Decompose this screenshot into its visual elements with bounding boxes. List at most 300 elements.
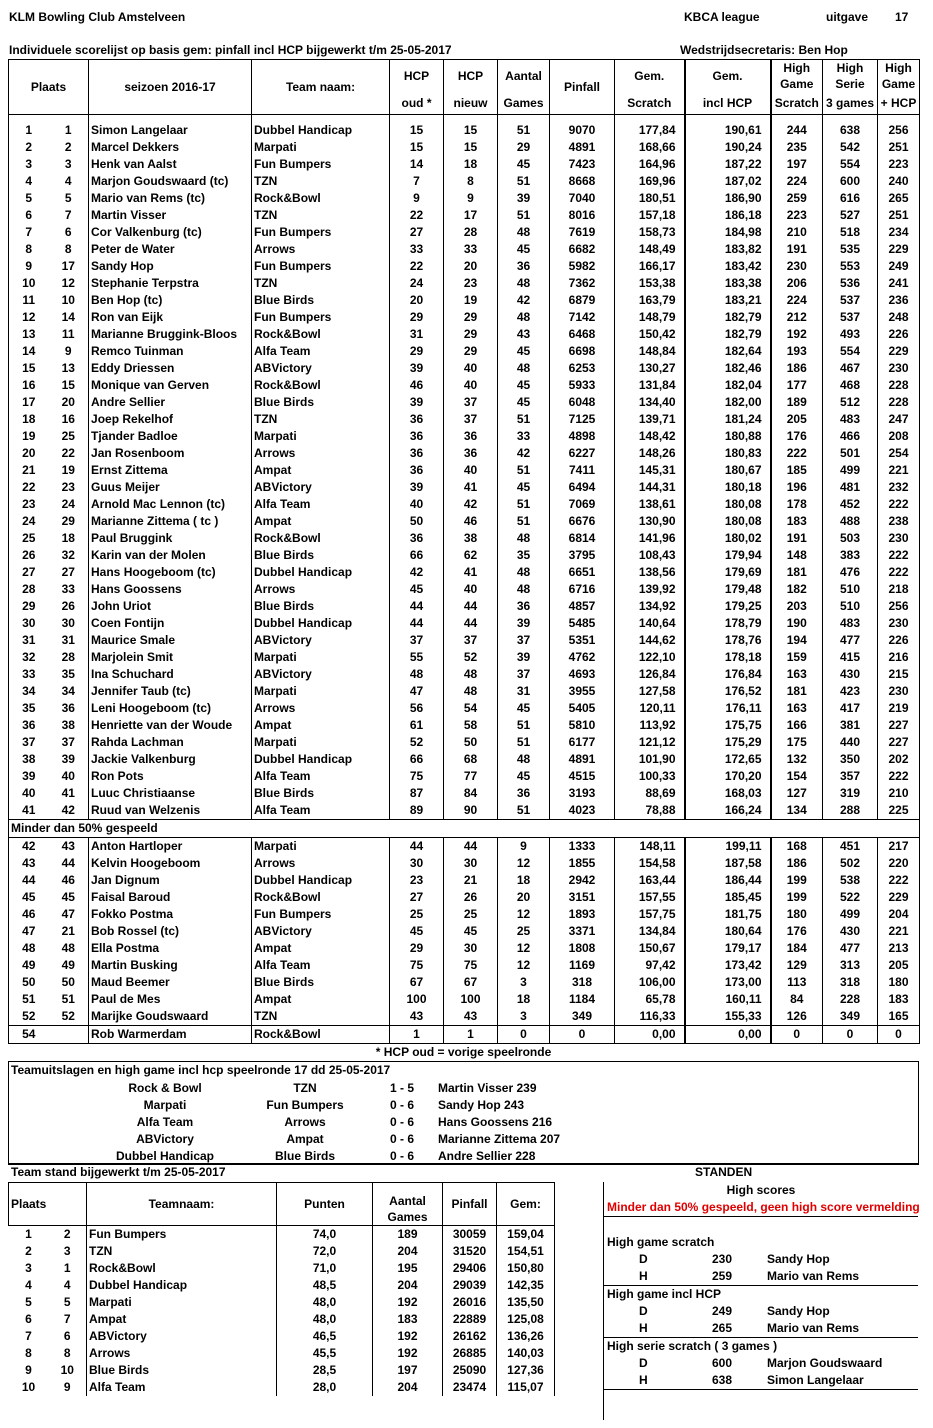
high-game-hcp: 248 [878,309,920,326]
high-score-block-title: High game incl HCP [607,1287,722,1301]
team-average: 150,80 [497,1260,555,1277]
team-name: Rock&Bowl [252,377,390,394]
team-name: TZN [252,411,390,428]
high-game-scratch: 163 [771,666,823,683]
player-name: Hans Hoogeboom (tc) [89,564,252,581]
player-row [9,496,920,513]
games: 3 [498,974,550,991]
avg-scratch: 169,96 [615,173,685,190]
avg-hcp: 183,38 [685,275,771,292]
avg-hcp: 187,58 [685,855,771,872]
player-name: Leni Hoogeboom (tc) [89,700,252,717]
avg-hcp: 180,64 [685,923,771,940]
high-serie: 518 [823,224,878,241]
team-rank: 6 [25,1312,32,1326]
pinfall: 4515 [550,768,615,785]
games: 43 [498,326,550,343]
player-name: Rahda Lachman [89,734,252,751]
hcp-new: 29 [444,326,498,343]
player-row [9,734,920,751]
player-row [9,326,920,343]
home-team: Dubbel Handicap [115,1149,214,1163]
home-team: Marpati [143,1098,187,1112]
player-name: Ron van Eijk [89,309,252,326]
hcp-new: 29 [444,343,498,360]
games: 25 [498,923,550,940]
high-game-hcp: 213 [878,940,920,957]
high-game-hcp: 228 [878,394,920,411]
pinfall: 3371 [550,923,615,940]
away-team: TZN [293,1081,317,1095]
score-player: Sandy Hop [767,1304,830,1318]
score-code: D [639,1356,648,1370]
games: 51 [498,122,550,139]
pinfall: 5485 [550,615,615,632]
player-row [9,564,920,581]
team-average: 115,07 [497,1379,555,1396]
avg-hcp: 179,25 [685,598,771,615]
hcp-old: 46 [390,377,444,394]
team-name: Alfa Team [252,496,390,513]
hcp-old: 23 [390,872,444,889]
pinfall: 1808 [550,940,615,957]
high-game-hcp: 232 [878,479,920,496]
hcp-new: 67 [444,974,498,991]
hcp-old: 89 [390,802,444,820]
player-row [9,139,920,156]
team-points: 71,0 [277,1260,373,1277]
player-name: Martin Visser [89,207,252,224]
pinfall: 6716 [550,581,615,598]
player-row [9,156,920,173]
player-name: Jan Rosenboom [89,445,252,462]
team-row [9,1294,604,1311]
high-game-hcp: 230 [878,530,920,547]
match-score: 0 - 6 [389,1132,414,1146]
team-points: 48,0 [277,1294,373,1311]
hcp-old: 36 [390,428,444,445]
hcp-old: 56 [390,700,444,717]
hcp-new: 62 [444,547,498,564]
high-game-scratch: 176 [771,428,823,445]
high-game-hcp: 226 [878,326,920,343]
high-score-block [604,1234,918,1286]
player-row [9,513,920,530]
avg-hcp: 181,24 [685,411,771,428]
hcp-new: 44 [444,838,498,856]
team-name: Blue Birds [252,974,390,991]
high-game-hcp: 230 [878,683,920,700]
player-name: Andre Sellier [89,394,252,411]
high-game-scratch: 199 [771,889,823,906]
avg-scratch: 0,00 [615,1026,685,1044]
team-name: ABVictory [252,479,390,496]
avg-scratch: 148,79 [615,309,685,326]
team-name: ABVictory [252,666,390,683]
team-games: 204 [373,1243,443,1260]
prev-rank: 13 [61,361,75,375]
player-name: Marianne Zittema ( tc ) [89,513,252,530]
pinfall: 5933 [550,377,615,394]
hcp-note: * HCP oud = vorige speelronde [375,1045,552,1059]
hcp-old: 37 [390,632,444,649]
team-name: Rock&Bowl [252,190,390,207]
player-name: Mario van Rems (tc) [89,190,252,207]
player-name: Ruud van Welzenis [89,802,252,820]
team-pinfall: 30059 [443,1226,497,1244]
pinfall: 4891 [550,751,615,768]
high-score-block [604,1338,918,1390]
prev-rank: 41 [61,786,75,800]
games: 48 [498,751,550,768]
avg-scratch: 168,66 [615,139,685,156]
pinfall: 6651 [550,564,615,581]
player-row [9,906,920,923]
high-game-scratch: 148 [771,547,823,564]
high-game-hcp: 216 [878,649,920,666]
high-serie: 477 [823,632,878,649]
games: 45 [498,241,550,258]
rank: 15 [9,360,49,377]
high-game-hcp: 229 [878,241,920,258]
team-name: Ampat [87,1311,277,1328]
player-row [9,411,920,428]
team-name: Arrows [252,855,390,872]
hcp-new: 30 [444,855,498,872]
hcp-new: 40 [444,377,498,394]
avg-hcp: 176,52 [685,683,771,700]
avg-hcp: 176,84 [685,666,771,683]
avg-hcp: 180,02 [685,530,771,547]
high-game-scratch: 175 [771,734,823,751]
player-name: Peter de Water [89,241,252,258]
high-game-hcp: 202 [878,751,920,768]
team-name: Ampat [252,940,390,957]
hcp-new: 45 [444,923,498,940]
high-game-scratch: 183 [771,513,823,530]
prev-rank: 47 [61,907,75,921]
avg-hcp: 178,18 [685,649,771,666]
high-serie: 288 [823,802,878,820]
rank: 39 [9,768,49,785]
score-code: H [639,1269,648,1283]
prev-rank: 4 [64,174,72,188]
high-game-scratch: 129 [771,957,823,974]
high-game-hcp: 222 [878,496,920,513]
avg-scratch: 122,10 [615,649,685,666]
team-name: ABVictory [252,923,390,940]
hcp-old: 9 [390,190,444,207]
team-name: TZN [87,1243,277,1260]
high-serie: 350 [823,751,878,768]
player-row [9,275,920,292]
pinfall: 2942 [550,872,615,889]
high-serie: 319 [823,785,878,802]
rank: 7 [9,224,49,241]
hcp-old: 39 [390,394,444,411]
player-name: Joep Rekelhof [89,411,252,428]
high-game-scratch: 196 [771,479,823,496]
player-name: Monique van Gerven [89,377,252,394]
prev-rank: 28 [61,650,75,664]
high-game-scratch: 182 [771,581,823,598]
high-serie: 553 [823,258,878,275]
high-serie: 483 [823,615,878,632]
player-row [9,785,920,802]
avg-hcp: 179,94 [685,547,771,564]
avg-hcp: 172,65 [685,751,771,768]
team-name: Ampat [252,991,390,1008]
avg-scratch: 101,90 [615,751,685,768]
prev-rank: 6 [64,225,72,239]
player-name: Bob Rossel (tc) [89,923,252,940]
player-row [9,717,920,734]
league-label: KBCA league [684,10,760,24]
pinfall: 6676 [550,513,615,530]
player-row [9,649,920,666]
pinfall: 5982 [550,258,615,275]
avg-scratch: 148,26 [615,445,685,462]
team-average: 159,04 [497,1226,555,1244]
high-game-scratch: 235 [771,139,823,156]
high-game-scratch: 212 [771,309,823,326]
avg-scratch: 138,56 [615,564,685,581]
rank: 42 [9,838,49,856]
high-serie: 452 [823,496,878,513]
player-score-table [8,59,920,1044]
high-game-hcp: 208 [878,428,920,445]
high-serie: 468 [823,377,878,394]
team-name: Marpati [252,428,390,445]
team-points: 45,5 [277,1345,373,1362]
high-game-hcp: 220 [878,855,920,872]
games: 48 [498,564,550,581]
avg-hcp: 186,44 [685,872,771,889]
hcp-new: 28 [444,224,498,241]
team-col-games: Aantal Games [373,1183,443,1226]
rank: 32 [9,649,49,666]
high-serie: 537 [823,292,878,309]
team-average: 136,26 [497,1328,555,1345]
col-hcp-new-2: nieuw [444,92,498,115]
avg-hcp: 178,79 [685,615,771,632]
rank: 44 [9,872,49,889]
score-code: D [639,1304,648,1318]
hcp-new: 36 [444,445,498,462]
high-game-hcp: 251 [878,139,920,156]
high-scores-title: High scores [726,1183,796,1197]
high-game-hcp: 227 [878,734,920,751]
avg-scratch: 153,38 [615,275,685,292]
high-game-scratch: 163 [771,700,823,717]
player-name: Marjolein Smit [89,649,252,666]
avg-scratch: 65,78 [615,991,685,1008]
high-game-hcp: 226 [878,632,920,649]
avg-scratch: 157,75 [615,906,685,923]
score-value: 259 [712,1269,733,1283]
player-name: Faisal Baroud [89,889,252,906]
player-name: Rob Warmerdam [89,1026,252,1044]
high-score-block-title: High game scratch [607,1235,715,1249]
team-prev-rank: 2 [63,1227,71,1241]
team-name: Blue Birds [252,547,390,564]
col-avg-hcp-2: incl HCP [685,92,771,115]
prev-rank: 11 [61,327,75,341]
high-game-player: Sandy Hop 243 [438,1098,525,1112]
rank: 24 [9,513,49,530]
high-game-hcp: 229 [878,343,920,360]
prev-rank: 37 [61,735,75,749]
player-row [9,1026,920,1044]
pinfall: 3193 [550,785,615,802]
hcp-old: 36 [390,411,444,428]
pinfall: 4023 [550,802,615,820]
score-code: D [639,1252,648,1266]
prev-rank: 19 [61,463,75,477]
prev-rank: 48 [61,941,75,955]
col-avg-scratch: Gem. [615,60,685,93]
prev-rank: 7 [64,208,72,222]
team-prev-rank: 6 [63,1329,71,1343]
prev-rank: 44 [61,856,75,870]
pinfall: 7040 [550,190,615,207]
hcp-new: 68 [444,751,498,768]
high-scores-warning: Minder dan 50% gespeeld, geen high score vermelding [604,1199,918,1217]
high-game-scratch: 159 [771,649,823,666]
rank: 41 [9,802,49,820]
hcp-new: 26 [444,889,498,906]
rank: 25 [9,530,49,547]
team-name: Dubbel Handicap [252,564,390,581]
avg-scratch: 139,71 [615,411,685,428]
hcp-new: 29 [444,309,498,326]
avg-hcp: 183,82 [685,241,771,258]
games: 36 [498,598,550,615]
high-serie: 502 [823,855,878,872]
high-score-row [604,1372,918,1389]
high-serie: 451 [823,838,878,856]
team-name: Blue Birds [87,1362,277,1379]
team-games: 195 [373,1260,443,1277]
rank: 26 [9,547,49,564]
team-rank: 7 [25,1329,32,1343]
high-serie: 537 [823,309,878,326]
match-score: 0 - 6 [389,1115,414,1129]
player-name: John Uriot [89,598,252,615]
hcp-new: 40 [444,581,498,598]
pinfall: 6682 [550,241,615,258]
high-game-hcp: 234 [878,224,920,241]
edition-number: 17 [895,10,909,24]
rank: 33 [9,666,49,683]
pinfall: 4857 [550,598,615,615]
games: 35 [498,547,550,564]
team-col-punten: Punten [277,1183,373,1226]
score-value: 265 [712,1321,733,1335]
high-game-scratch: 192 [771,326,823,343]
rank: 49 [9,957,49,974]
score-player: Sandy Hop [767,1252,830,1266]
pinfall: 318 [550,974,615,991]
pinfall: 1169 [550,957,615,974]
team-prev-rank: 7 [63,1312,71,1326]
games: 31 [498,683,550,700]
high-game-hcp: 240 [878,173,920,190]
prev-rank: 1 [64,123,72,137]
high-game-scratch: 185 [771,462,823,479]
team-name: Rock&Bowl [87,1260,277,1277]
high-game-player: Marianne Zittema 207 [438,1132,561,1146]
hcp-new: 90 [444,802,498,820]
player-row [9,377,920,394]
team-col-name: Teamnaam: [87,1183,277,1226]
pinfall: 5810 [550,717,615,734]
player-name: Paul de Mes [89,991,252,1008]
team-name: Dubbel Handicap [252,872,390,889]
pinfall: 6494 [550,479,615,496]
rank: 10 [9,275,49,292]
avg-hcp: 182,64 [685,343,771,360]
rank: 48 [9,940,49,957]
player-row [9,855,920,872]
team-name: TZN [252,275,390,292]
team-name: Fun Bumpers [252,156,390,173]
team-average: 154,51 [497,1243,555,1260]
col-hcp-old: HCP [390,60,444,93]
prev-rank: 17 [61,259,75,273]
hcp-old: 61 [390,717,444,734]
team-standings-table [8,1182,604,1396]
high-serie: 499 [823,906,878,923]
away-team: Arrows [284,1115,326,1129]
team-name: Rock&Bowl [252,530,390,547]
rank: 23 [9,496,49,513]
hcp-new: 19 [444,292,498,309]
high-serie: 501 [823,445,878,462]
player-name: Jennifer Taub (tc) [89,683,252,700]
games: 51 [498,173,550,190]
high-game-scratch: 244 [771,122,823,139]
hcp-old: 7 [390,173,444,190]
prev-rank: 32 [61,548,75,562]
prev-rank: 25 [61,429,75,443]
avg-scratch: 134,40 [615,394,685,411]
player-name: Ernst Zittema [89,462,252,479]
rank: 37 [9,734,49,751]
player-name: Marianne Bruggink-Bloos [89,326,252,343]
high-game-scratch: 168 [771,838,823,856]
pinfall: 4891 [550,139,615,156]
rank: 11 [9,292,49,309]
avg-hcp: 155,33 [685,1008,771,1026]
hcp-new: 44 [444,615,498,632]
high-serie: 481 [823,479,878,496]
high-game-hcp: 219 [878,700,920,717]
team-name: Alfa Team [252,957,390,974]
pinfall: 1333 [550,838,615,856]
team-pinfall: 22889 [443,1311,497,1328]
col-avg-scratch-2: Scratch [615,92,685,115]
pinfall: 6177 [550,734,615,751]
hcp-old: 45 [390,581,444,598]
avg-scratch: 88,69 [615,785,685,802]
high-game-hcp: 218 [878,581,920,598]
hcp-old: 87 [390,785,444,802]
team-col-plaats: Plaats [9,1183,87,1226]
pinfall: 3795 [550,547,615,564]
team-points: 72,0 [277,1243,373,1260]
col-high-serie-3: 3 games [823,92,878,115]
